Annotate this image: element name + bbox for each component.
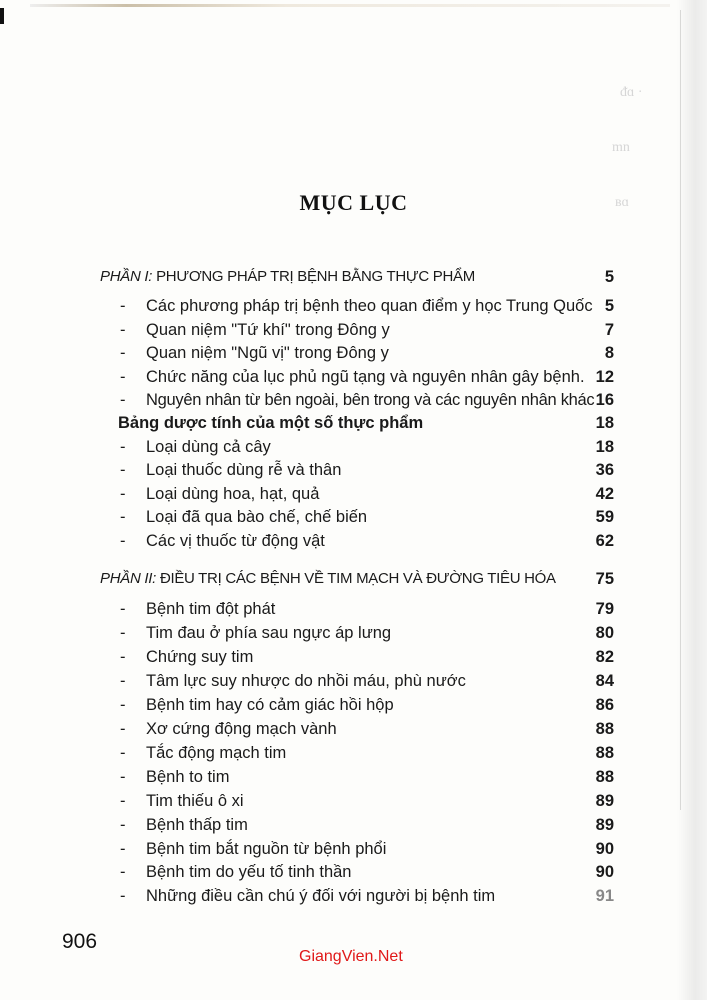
- part-title: PHƯƠNG PHÁP TRỊ BỆNH BẰNG THỰC PHẨM: [156, 268, 475, 285]
- page-top-edge: [30, 4, 670, 7]
- entry-title: Loại dùng cả cây: [146, 438, 271, 456]
- toc-entry[interactable]: [0, 861, 707, 883]
- entry-title: Bệnh tim do yếu tố tinh thần: [146, 863, 352, 881]
- bullet-dash: -: [120, 508, 126, 526]
- page-number: 88: [595, 720, 614, 738]
- bullet-dash: -: [120, 887, 126, 905]
- entry-title: Tắc động mạch tim: [146, 744, 287, 762]
- entry-title: Quan niệm "Ngũ vị" trong Đông y: [146, 344, 389, 362]
- entry-title: Quan niệm "Tứ khí" trong Đông y: [146, 321, 390, 339]
- entry-title: Chứng suy tim: [146, 648, 254, 666]
- page-number: 90: [595, 863, 614, 881]
- entry-title: Xơ cứng động mạch vành: [146, 720, 337, 738]
- page-number: 89: [595, 816, 614, 834]
- page-number: 86: [595, 696, 614, 714]
- bullet-dash: -: [120, 461, 126, 479]
- toc-entry[interactable]: [0, 366, 707, 388]
- entry-title: Bệnh thấp tim: [146, 816, 248, 834]
- bullet-dash: -: [120, 768, 126, 786]
- page-number: 5: [604, 297, 614, 315]
- bullet-dash: -: [120, 624, 126, 642]
- bullet-dash: -: [120, 648, 126, 666]
- page-number: 59: [595, 508, 614, 526]
- toc-entry[interactable]: [0, 622, 707, 644]
- bullet-dash: -: [120, 532, 126, 550]
- page-number: 84: [595, 672, 614, 690]
- entry-title: Các vị thuốc từ động vật: [146, 532, 325, 550]
- part-title: ĐIỀU TRỊ CÁC BỆNH VỀ TIM MẠCH VÀ ĐƯỜNG TIÊU HÓA: [159, 570, 556, 587]
- bullet-dash: -: [120, 368, 126, 386]
- bullet-dash: -: [120, 792, 126, 810]
- page-number: 82: [595, 648, 614, 666]
- entry-title: Chức năng của lục phủ ngũ tạng và nguyên nhân gây bệnh.: [146, 368, 585, 386]
- entry-title: Loại dùng hoa, hạt, quả: [146, 485, 320, 503]
- toc-entry[interactable]: [0, 694, 707, 716]
- toc-entry[interactable]: [0, 295, 707, 317]
- scan-corner-mark: [0, 8, 4, 24]
- bullet-dash: -: [120, 600, 126, 618]
- page-number: 80: [595, 624, 614, 642]
- bullet-dash: -: [120, 391, 126, 409]
- page-number: 7: [604, 321, 614, 339]
- entry-title: Nguyên nhân từ bên ngoài, bên trong và các nguyên nhân khác: [146, 391, 595, 409]
- bullet-dash: -: [120, 485, 126, 503]
- toc-entry[interactable]: [0, 436, 707, 458]
- page-number: 18: [595, 414, 614, 432]
- toc-entry[interactable]: [0, 459, 707, 481]
- entry-title: Tâm lực suy nhược do nhồi máu, phù nước: [146, 672, 466, 690]
- footer-page-number: 906: [62, 930, 98, 953]
- toc-entry[interactable]: [0, 790, 707, 812]
- entry-title: Loại thuốc dùng rễ và thân: [146, 461, 342, 479]
- page-number: 88: [595, 768, 614, 786]
- toc-entry[interactable]: [0, 389, 707, 411]
- toc-entry[interactable]: [0, 718, 707, 740]
- entry-title: Những điều cần chú ý đối với người bị bệnh tim: [146, 887, 496, 905]
- page-number: 8: [604, 344, 614, 362]
- page-number: 62: [595, 532, 614, 550]
- page-number: 91: [595, 887, 614, 905]
- bullet-dash: -: [120, 840, 126, 858]
- bleed-through-text: ʙɑ: [615, 195, 629, 210]
- page-number: 36: [595, 461, 614, 479]
- toc-subsection[interactable]: [0, 412, 707, 434]
- entry-title: Tim thiếu ô xi: [146, 792, 244, 810]
- page-title: MỤC LỤC: [299, 189, 408, 215]
- toc-entry[interactable]: [0, 319, 707, 341]
- part-prefix: PHẦN II:: [100, 570, 156, 587]
- subsection-title: Bảng dược tính của một số thực phẩm: [118, 414, 424, 432]
- toc-entry[interactable]: [0, 838, 707, 860]
- toc-entry[interactable]: [0, 885, 707, 907]
- bullet-dash: -: [120, 744, 126, 762]
- entry-title: Bệnh tim bắt nguồn từ bệnh phổi: [146, 840, 387, 858]
- entry-title: Bệnh tim đột phát: [146, 600, 276, 618]
- bullet-dash: -: [120, 720, 126, 738]
- page-number: 5: [604, 268, 614, 286]
- part-prefix: PHẦN I:: [100, 268, 153, 285]
- entry-title: Các phương pháp trị bệnh theo quan điểm y học Trung Quốc: [146, 297, 593, 315]
- toc-entry[interactable]: [0, 766, 707, 788]
- bullet-dash: -: [120, 438, 126, 456]
- page-number: 88: [595, 744, 614, 762]
- bullet-dash: -: [120, 672, 126, 690]
- page-number: 16: [595, 391, 614, 409]
- page-number: 90: [595, 840, 614, 858]
- bullet-dash: -: [120, 863, 126, 881]
- page-number: 89: [595, 792, 614, 810]
- page-number: 79: [595, 600, 614, 618]
- bleed-through-text: mn: [612, 140, 630, 155]
- entry-title: Bệnh tim hay có cảm giác hồi hộp: [146, 696, 394, 714]
- toc-entry[interactable]: [0, 530, 707, 552]
- watermark-text: GiangVien.Net: [299, 948, 403, 965]
- entry-title: Loại đã qua bào chế, chế biến: [146, 508, 368, 526]
- page-number: 18: [595, 438, 614, 456]
- bullet-dash: -: [120, 344, 126, 362]
- bullet-dash: -: [120, 696, 126, 714]
- toc-entry[interactable]: [0, 814, 707, 836]
- toc-entry[interactable]: [0, 483, 707, 505]
- bullet-dash: -: [120, 321, 126, 339]
- entry-title: Tim đau ở phía sau ngực áp lưng: [146, 624, 392, 642]
- entry-title: Bệnh to tim: [146, 768, 230, 786]
- page-number: 75: [595, 570, 614, 588]
- bullet-dash: -: [120, 297, 126, 315]
- toc-part-1[interactable]: [0, 266, 707, 288]
- toc-entry[interactable]: [0, 670, 707, 692]
- toc-entry[interactable]: [0, 742, 707, 764]
- bullet-dash: -: [120, 816, 126, 834]
- toc-entry[interactable]: [0, 598, 707, 620]
- toc-entry[interactable]: [0, 506, 707, 528]
- toc-entry[interactable]: [0, 646, 707, 668]
- page-number: 42: [595, 485, 614, 503]
- page-number: 12: [595, 368, 614, 386]
- bleed-through-text: ᵭɑ ·: [620, 85, 643, 100]
- toc-part-2[interactable]: [0, 568, 707, 590]
- toc-entry[interactable]: [0, 342, 707, 364]
